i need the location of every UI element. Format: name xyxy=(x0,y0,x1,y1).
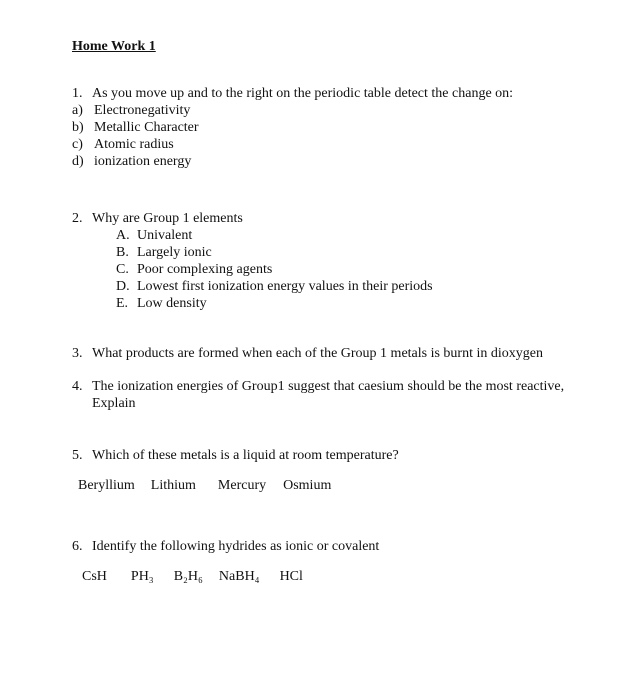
question-1 xyxy=(72,85,513,102)
option-hcl: HCl xyxy=(279,569,303,584)
option-nabh4: NaBH₄ xyxy=(218,569,260,584)
question-6-text: Identify the following hydrides as ionic or covalent xyxy=(92,539,380,554)
option-ph3: PH₃ xyxy=(130,569,154,584)
question-1-item-d: d) ionization energy xyxy=(72,154,192,169)
question-6-options xyxy=(82,568,303,585)
question-2-item-a: A. Univalent xyxy=(116,228,193,243)
question-4 xyxy=(72,378,564,395)
question-4-number: 4. xyxy=(72,379,83,394)
question-3-text: What products are formed when each of the Group 1 metals is burnt in dioxygen xyxy=(92,346,543,361)
question-1-item-c: c) Atomic radius xyxy=(72,137,174,152)
option-b2h6: B₂H₆ xyxy=(173,569,203,584)
option-csh: CsH xyxy=(82,569,107,584)
question-1-item-a: a) Electronegativity xyxy=(72,103,191,118)
question-3-number: 3. xyxy=(72,346,83,361)
question-2 xyxy=(72,210,243,227)
question-1-item-b: b) Metallic Character xyxy=(72,120,199,135)
question-2-item-e: E. Low density xyxy=(116,296,207,311)
option-lithium: Lithium xyxy=(150,478,196,493)
question-2-item-b: B. Largely ionic xyxy=(116,245,212,260)
question-1-text: As you move up and to the right on the periodic table detect the change on: xyxy=(92,86,514,101)
question-2-item-d: D. Lowest first ionization energy values in their periods xyxy=(116,279,433,294)
page-title: Home Work 1 xyxy=(72,39,156,54)
question-4-text: The ionization energies of Group1 suggest that caesium should be the most reactive, xyxy=(92,379,565,394)
option-osmium: Osmium xyxy=(283,478,332,493)
option-beryllium: Beryllium xyxy=(78,478,135,493)
question-2-item-c: C. Poor complexing agents xyxy=(116,262,273,277)
question-3 xyxy=(72,345,543,362)
question-1-number: 1. xyxy=(72,86,83,101)
question-4-text-line2: Explain xyxy=(92,396,136,411)
question-2-number: 2. xyxy=(72,211,83,226)
question-6-number: 6. xyxy=(72,539,83,554)
question-5-options xyxy=(78,477,331,494)
option-mercury: Mercury xyxy=(217,478,267,493)
question-5-number: 5. xyxy=(72,448,83,463)
question-6 xyxy=(72,538,379,555)
question-5 xyxy=(72,447,399,464)
question-2-text: Why are Group 1 elements xyxy=(92,211,243,226)
question-5-text: Which of these metals is a liquid at room temperature? xyxy=(92,448,399,463)
